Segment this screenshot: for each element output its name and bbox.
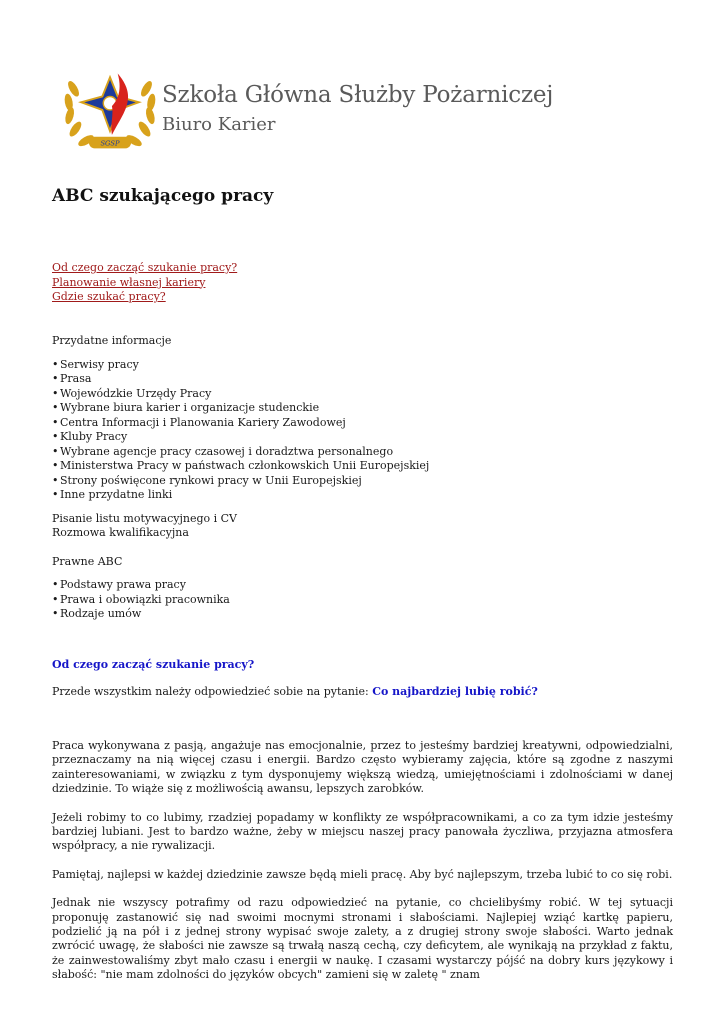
useful-info-list: [52, 358, 673, 503]
list-item: • Ministerstwa Pracy w państwach członkowskich Unii Europejskiej: [52, 459, 673, 474]
brand-title: Szkoła Główna Służby Pożarniczej: [162, 82, 554, 108]
list-item: • Serwisy pracy: [52, 358, 673, 373]
info-section: [52, 334, 673, 622]
list-item: • Wybrane biura karier i organizacje studenckie: [52, 401, 673, 416]
list-item: • Kluby Pracy: [52, 430, 673, 445]
header: [62, 60, 554, 160]
list-item: • Wybrane agencje pracy czasowej i doradztwa personalnego: [52, 445, 673, 460]
list-item: • Wojewódzkie Urzędy Pracy: [52, 387, 673, 402]
useful-info-heading: Przydatne informacje: [52, 334, 172, 347]
paragraph: Pamiętaj, najlepsi w każdej dziedzinie zawsze będą mieli pracę. Aby być najlepszym, trzeba lubić to co się robi.: [52, 867, 673, 881]
interview-line: Rozmowa kwalifikacyjna: [52, 526, 189, 539]
sgsp-logo: [62, 60, 158, 156]
page-title: ABC szukającego pracy: [52, 186, 274, 206]
list-item: • Podstawy prawa pracy: [52, 578, 673, 593]
article-body: [52, 739, 673, 997]
paragraph: Jeżeli robimy to co lubimy, rzadziej popadamy w konflikty ze współpracownikami, a co za tym idzie jesteśmy bardziej lubiani. Jest to bardzo ważne, żeby w miejscu naszej pracy panowała życzliwa, przyjazna atmosfera współpracy, a nie rywalizacji.: [52, 810, 673, 853]
list-item: • Centra Informacji i Planowania Kariery Zawodowej: [52, 416, 673, 431]
legal-heading: Prawne ABC: [52, 554, 123, 568]
cv-line: Pisanie listu motywacyjnego i CV: [52, 511, 237, 525]
paragraph: Jednak nie wszyscy potrafimy od razu odpowiedzieć na pytanie, co chcielibyśmy robić. W tej sytuacji proponuję zastanowić się nad swoimi mocnymi stronami i słabościami. Najlepiej wziąć kartkę papieru, podzielić ją na pół i z jednej strony wypisać swoje zalety, a z drugiej strony swoje słabości. Warto jednak zwrócić uwagę, że słabości nie zawsze są trwałą naszą cechą, czy deficytem, ale wynikają na przykład z faktu, że zainwestowaliśmy zbyt mało czasu i energii w naukę. I czasami wystarczy pójść na dobry kurs językowy i słabość: "nie mam zdolności do języków obcych" zamieni się w zaletę " znam: [52, 896, 673, 982]
list-item: • Strony poświęcone rynkowi pracy w Unii Europejskiej: [52, 474, 673, 489]
toc-link-where-to-search[interactable]: Gdzie szukać pracy?: [52, 290, 166, 303]
toc-link-start[interactable]: Od czego zacząć szukanie pracy?: [52, 261, 238, 274]
table-of-contents: [52, 261, 237, 305]
question-intro: Przede wszystkim należy odpowiedzieć sobie na pytanie:: [52, 685, 373, 698]
list-item: • Prasa: [52, 372, 673, 387]
paragraph: Praca wykonywana z pasją, angażuje nas emocjonalnie, przez to jesteśmy bardziej kreatywni, odpowiedzialni, przeznaczamy na nią więcej czasu i energii. Bardzo często wybieramy zajęcia, które są zgodne z naszymi zainteresowaniami, w związku z tym dysponujemy większą wiedzą, umiejętnościami i zdolnościami w danej dziedzinie. To wiąże się z możliwością awansu, lepszych zarobków.: [52, 739, 673, 796]
logo-text: SGSP: [100, 139, 120, 148]
key-question: Co najbardziej lubię robić?: [372, 685, 538, 698]
legal-list: [52, 578, 673, 622]
list-item: • Prawa i obowiązki pracownika: [52, 593, 673, 608]
list-item: • Inne przydatne linki: [52, 488, 673, 503]
question-line: [52, 685, 538, 698]
brand-subtitle: Biuro Karier: [162, 114, 276, 135]
cross-emblem-icon: [81, 77, 139, 131]
list-item: • Rodzaje umów: [52, 607, 673, 622]
section-title: Od czego zacząć szukanie pracy?: [52, 658, 255, 671]
flame-icon: [111, 73, 128, 134]
toc-link-career-planning[interactable]: Planowanie własnej kariery: [52, 275, 206, 289]
